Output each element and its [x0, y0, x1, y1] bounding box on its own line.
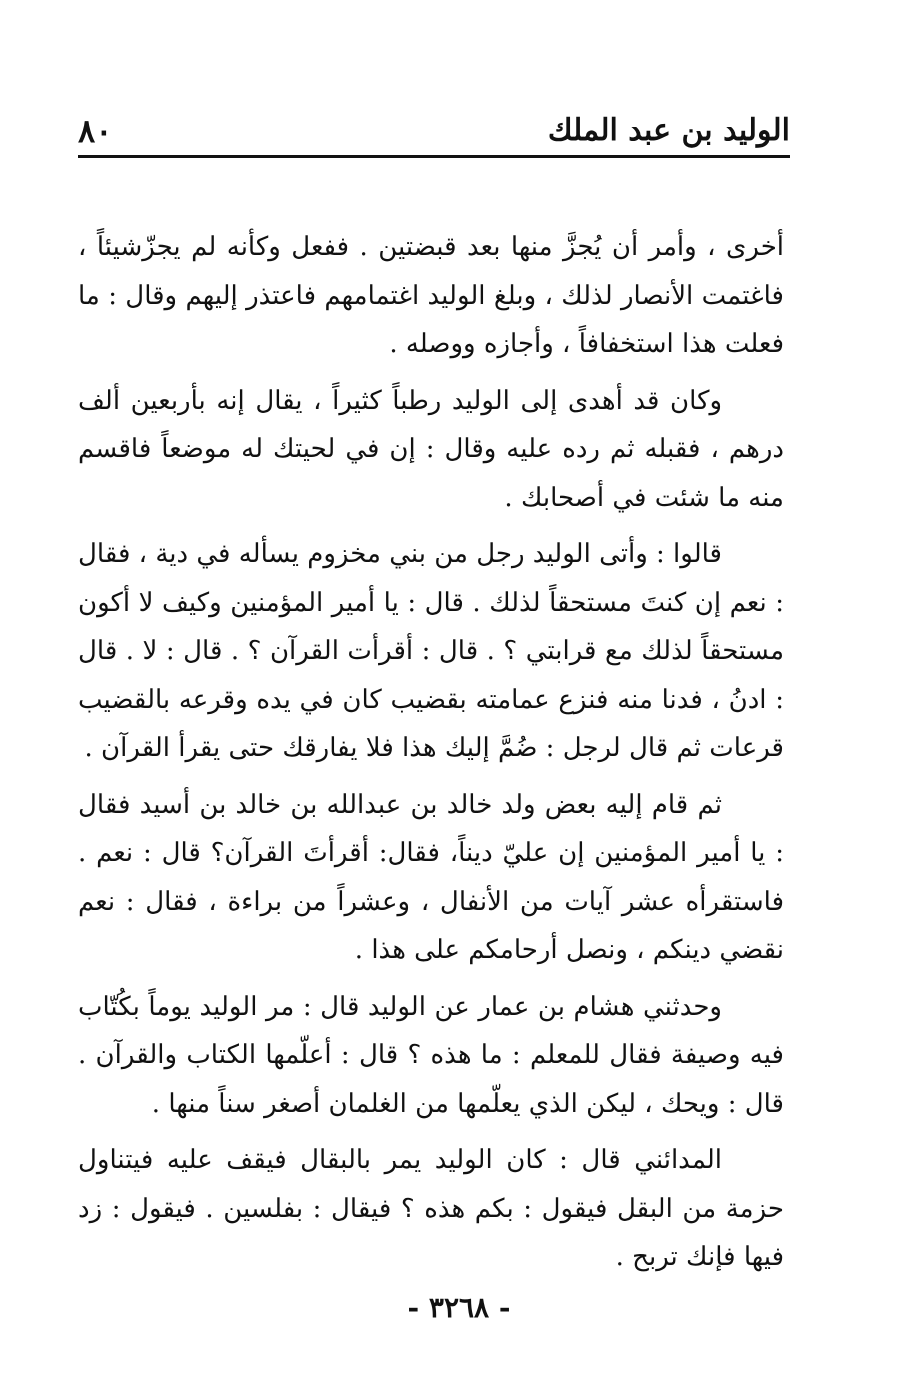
- paragraph-1: أخرى ، وأمر أن يُجزَّ منها بعد قبضتين . ففعل وكأنه لم يجزّشيئاً ، فاغتمت الأنصار لذلك ، وبلغ الوليد اغتمامهم فاعتذر إليهم وقال : ما فعلت هذا استخفافاً ، وأجازه ووصله .: [78, 232, 784, 359]
- footer-page-number: - ٣٢٦٨ -: [407, 1291, 511, 1324]
- paragraph-6: المدائني قال : كان الوليد يمر بالبقال فيقف عليه فيتناول حزمة من البقل فيقول : بكم هذه ؟ فيقال : بفلسين . فيقول : زد فيها فإنك تربح .: [78, 1145, 784, 1272]
- paragraph-2: وكان قد أهدى إلى الوليد رطباً كثيراً ، يقال إنه بأربعين ألف درهم ، فقبله ثم رده عليه وقال : إن في لحيتك له موضعاً فاقسم منه ما شئت في أصحابك .: [78, 385, 784, 513]
- running-title: الوليد بن عبد الملك: [547, 113, 790, 148]
- running-header: [78, 108, 790, 154]
- header-rule: [78, 155, 790, 158]
- page-body: [78, 223, 784, 1290]
- paragraph-4: ثم قام إليه بعض ولد خالد بن عبدالله بن خالد بن أسيد فقال : يا أمير المؤمنين إن عليّ ديناً، فقال: أقرأتَ القرآن؟ قال : نعم . فاستقرأه عشر آيات من الأنفال ، وعشراً من براءة ، فقال : نعم نقضي دينكم ، ونصل أرحامكم على هذا .: [78, 789, 784, 965]
- paragraph-5: وحدثني هشام بن عمار عن الوليد قال : مر الوليد يوماً بكُتّاب فيه وصيفة فقال للمعلم : ما هذه ؟ قال : أعلّمها الكتاب والقرآن . قال : ويحك ، ليكن الذي يعلّمها من الغلمان أصغر سناً منها .: [78, 991, 784, 1119]
- paragraph-3: قالوا : وأتى الوليد رجل من بني مخزوم يسأله في دية ، فقال : نعم إن كنتَ مستحقاً لذلك . قال : يا أمير المؤمنين وكيف لا أكون مستحقاً لذلك مع قرابتي ؟ . قال : أقرأت القرآن ؟ . قال : لا . قال : ادنُ ، فدنا منه فنزع عمامته بقضيب كان في يده وقرعه بالقضيب قرعات ثم قال لرجل : ضُمَّ إليك هذا فلا يفارقك حتى يقرأ القرآن .: [78, 539, 784, 763]
- page-number: ٨٠: [78, 112, 113, 150]
